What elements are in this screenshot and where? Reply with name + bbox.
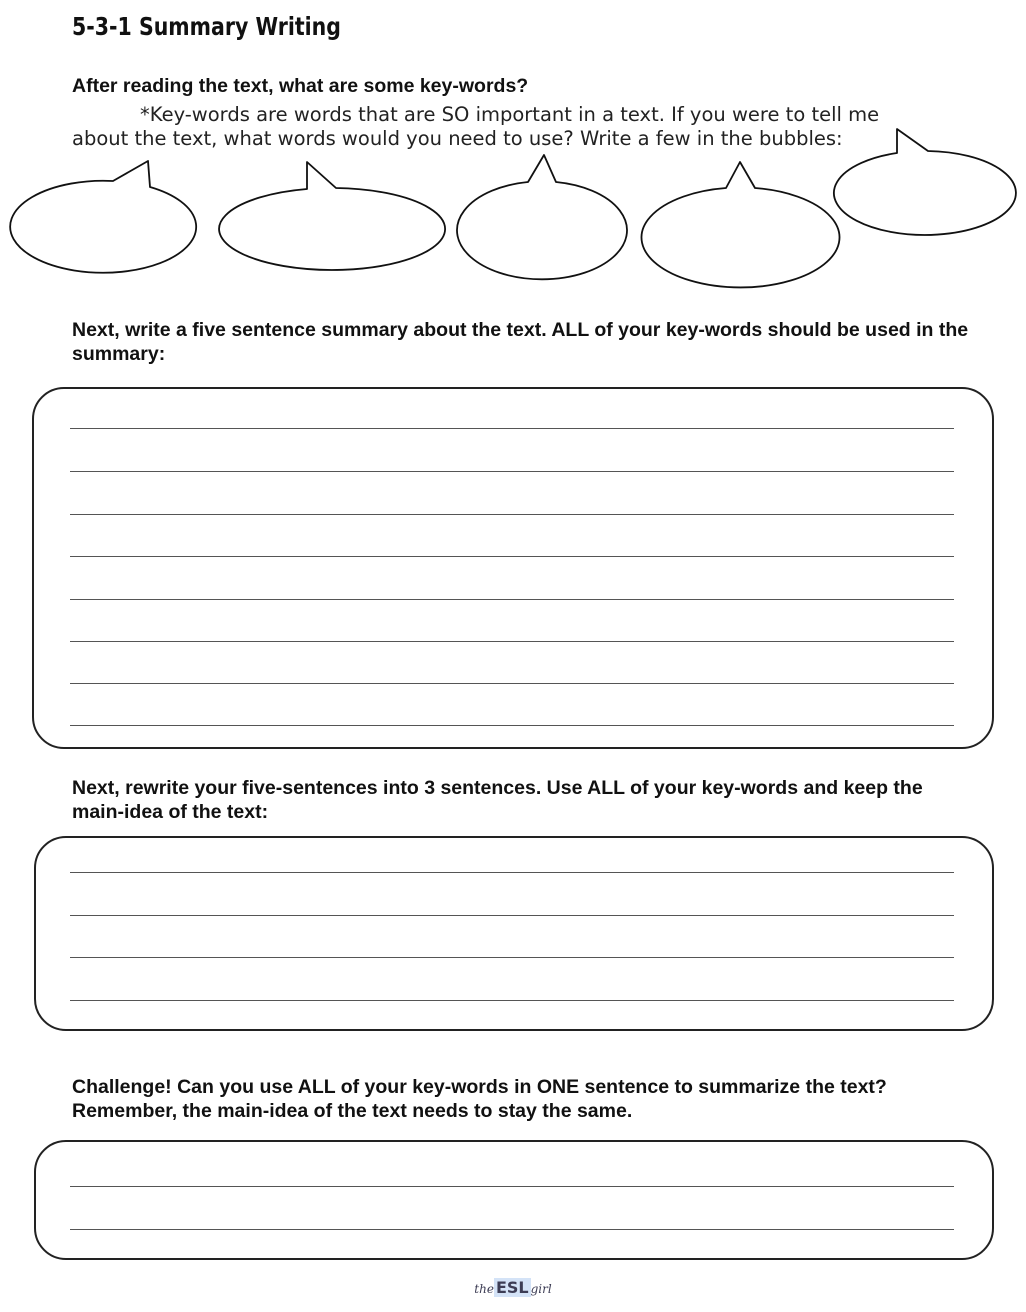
instruction-line-1: *Key-words are words that are SO important in a text. If you were to tell me	[140, 103, 880, 126]
writing-line[interactable]	[70, 428, 954, 429]
keyword-bubble-2[interactable]	[219, 162, 445, 270]
brand-prefix: the	[474, 1282, 494, 1296]
writing-line[interactable]	[70, 872, 954, 873]
five-sentence-box[interactable]	[32, 387, 994, 749]
one-sentence-box[interactable]	[34, 1140, 994, 1260]
writing-line[interactable]	[70, 641, 954, 642]
writing-line[interactable]	[70, 957, 954, 958]
keyword-bubble-4[interactable]	[642, 162, 840, 287]
writing-line[interactable]	[70, 514, 954, 515]
writing-line[interactable]	[70, 683, 954, 684]
keywords-question: After reading the text, what are some key-words?	[72, 75, 529, 97]
writing-line[interactable]	[70, 1229, 954, 1230]
brand-logo	[0, 1278, 1026, 1297]
writing-line[interactable]	[70, 556, 954, 557]
writing-line[interactable]	[70, 725, 954, 726]
brand-name: ESL	[495, 1278, 529, 1297]
writing-line[interactable]	[70, 1000, 954, 1001]
instruction-line-2: about the text, what words would you need to use? Write a few in the bubbles:	[72, 127, 843, 150]
keyword-bubble-1[interactable]	[10, 161, 196, 273]
keyword-bubble-5[interactable]	[834, 129, 1016, 235]
five-sentence-question: Next, write a five sentence summary about the text. ALL of your key-words should be used in the summary:	[72, 319, 969, 365]
challenge-question: Challenge! Can you use ALL of your key-words in ONE sentence to summarize the text? Remember, the main-idea of the text needs to stay the same.	[72, 1076, 887, 1122]
page-title: 5-3-1 Summary Writing	[72, 12, 341, 41]
three-sentence-question: Next, rewrite your five-sentences into 3 sentences. Use ALL of your key-words and keep the main-idea of the text:	[72, 777, 923, 823]
keyword-bubble-3[interactable]	[457, 155, 627, 279]
writing-line[interactable]	[70, 471, 954, 472]
writing-line[interactable]	[70, 599, 954, 600]
writing-line[interactable]	[70, 915, 954, 916]
writing-line[interactable]	[70, 1186, 954, 1187]
keyword-bubbles	[0, 0, 1026, 300]
brand-suffix: girl	[530, 1282, 552, 1296]
three-sentence-box[interactable]	[34, 836, 994, 1031]
